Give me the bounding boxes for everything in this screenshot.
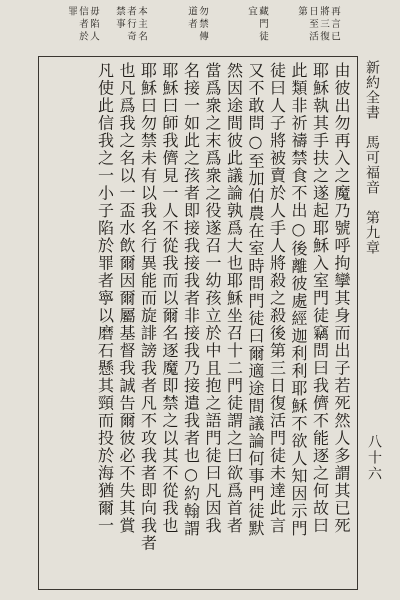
text-column-4: 徒曰人子將被賣於人手人將殺之殺後第三日復活門徒未達此言	[267, 62, 287, 535]
marginal-notes	[66, 6, 340, 52]
page-number: 八十六	[366, 434, 382, 482]
text-column-12: 凡使此信我之一小子陷於罪者寧以磨石懸其頸而投於海猶爾一	[95, 62, 115, 535]
margin-note-5: 毋 陷 人 信 者 於 罪	[66, 6, 99, 41]
margin-note-2: 藏 門 徒 宜	[246, 6, 268, 41]
text-column-2: 耶穌執其手扶之遂起耶穌入室門徒竊問曰我儕不能逐之何故曰	[310, 62, 330, 535]
text-column-7: 當爲衆之末爲衆之役遂召一幼孩立於中且抱之語門徒曰凡因我	[203, 62, 222, 535]
body-text	[44, 62, 352, 584]
margin-note-4: 本 主 名 者 行 奇 禁 事	[114, 6, 147, 41]
text-column-11: 也凡爲我之名以一盃水飲爾因爾屬基督我誠告爾彼必不失其賞	[117, 62, 136, 535]
running-title: 新約全書 馬可福音 第九章	[364, 60, 380, 255]
margin-note-1: 再 言 已 將 三 復 日 至 活 第	[296, 6, 340, 41]
text-column-3: 此類非祈禱禁食不出○後離彼處經迦利利耶穌不欲人知因示門	[289, 62, 308, 538]
text-column-10: 耶穌曰勿禁未有以我名行異能而旋誹謗我者凡不攻我者即向我者	[138, 62, 158, 552]
margin-note-3: 勿 禁 傳 道 者	[186, 6, 208, 41]
text-column-8: 名接一如此之孩者即接我接我者非接我乃接遣我者也○約翰謂	[181, 62, 201, 538]
text-column-1: 由彼出勿再入之魔乃號呼拘攣其身而出子若死然人多謂其已死	[332, 62, 351, 535]
text-column-5: 又不敢問○至加伯農在室時問門徒曰爾適途間議論何事門徒默	[246, 62, 265, 538]
text-column-9: 耶穌曰師我儕見一人不從我而以爾名逐魔即禁之以其不從我也	[160, 62, 179, 535]
text-column-6: 然因途間彼此議論孰爲大也耶穌坐召十二門徒謂之曰欲爲首者	[224, 62, 244, 535]
